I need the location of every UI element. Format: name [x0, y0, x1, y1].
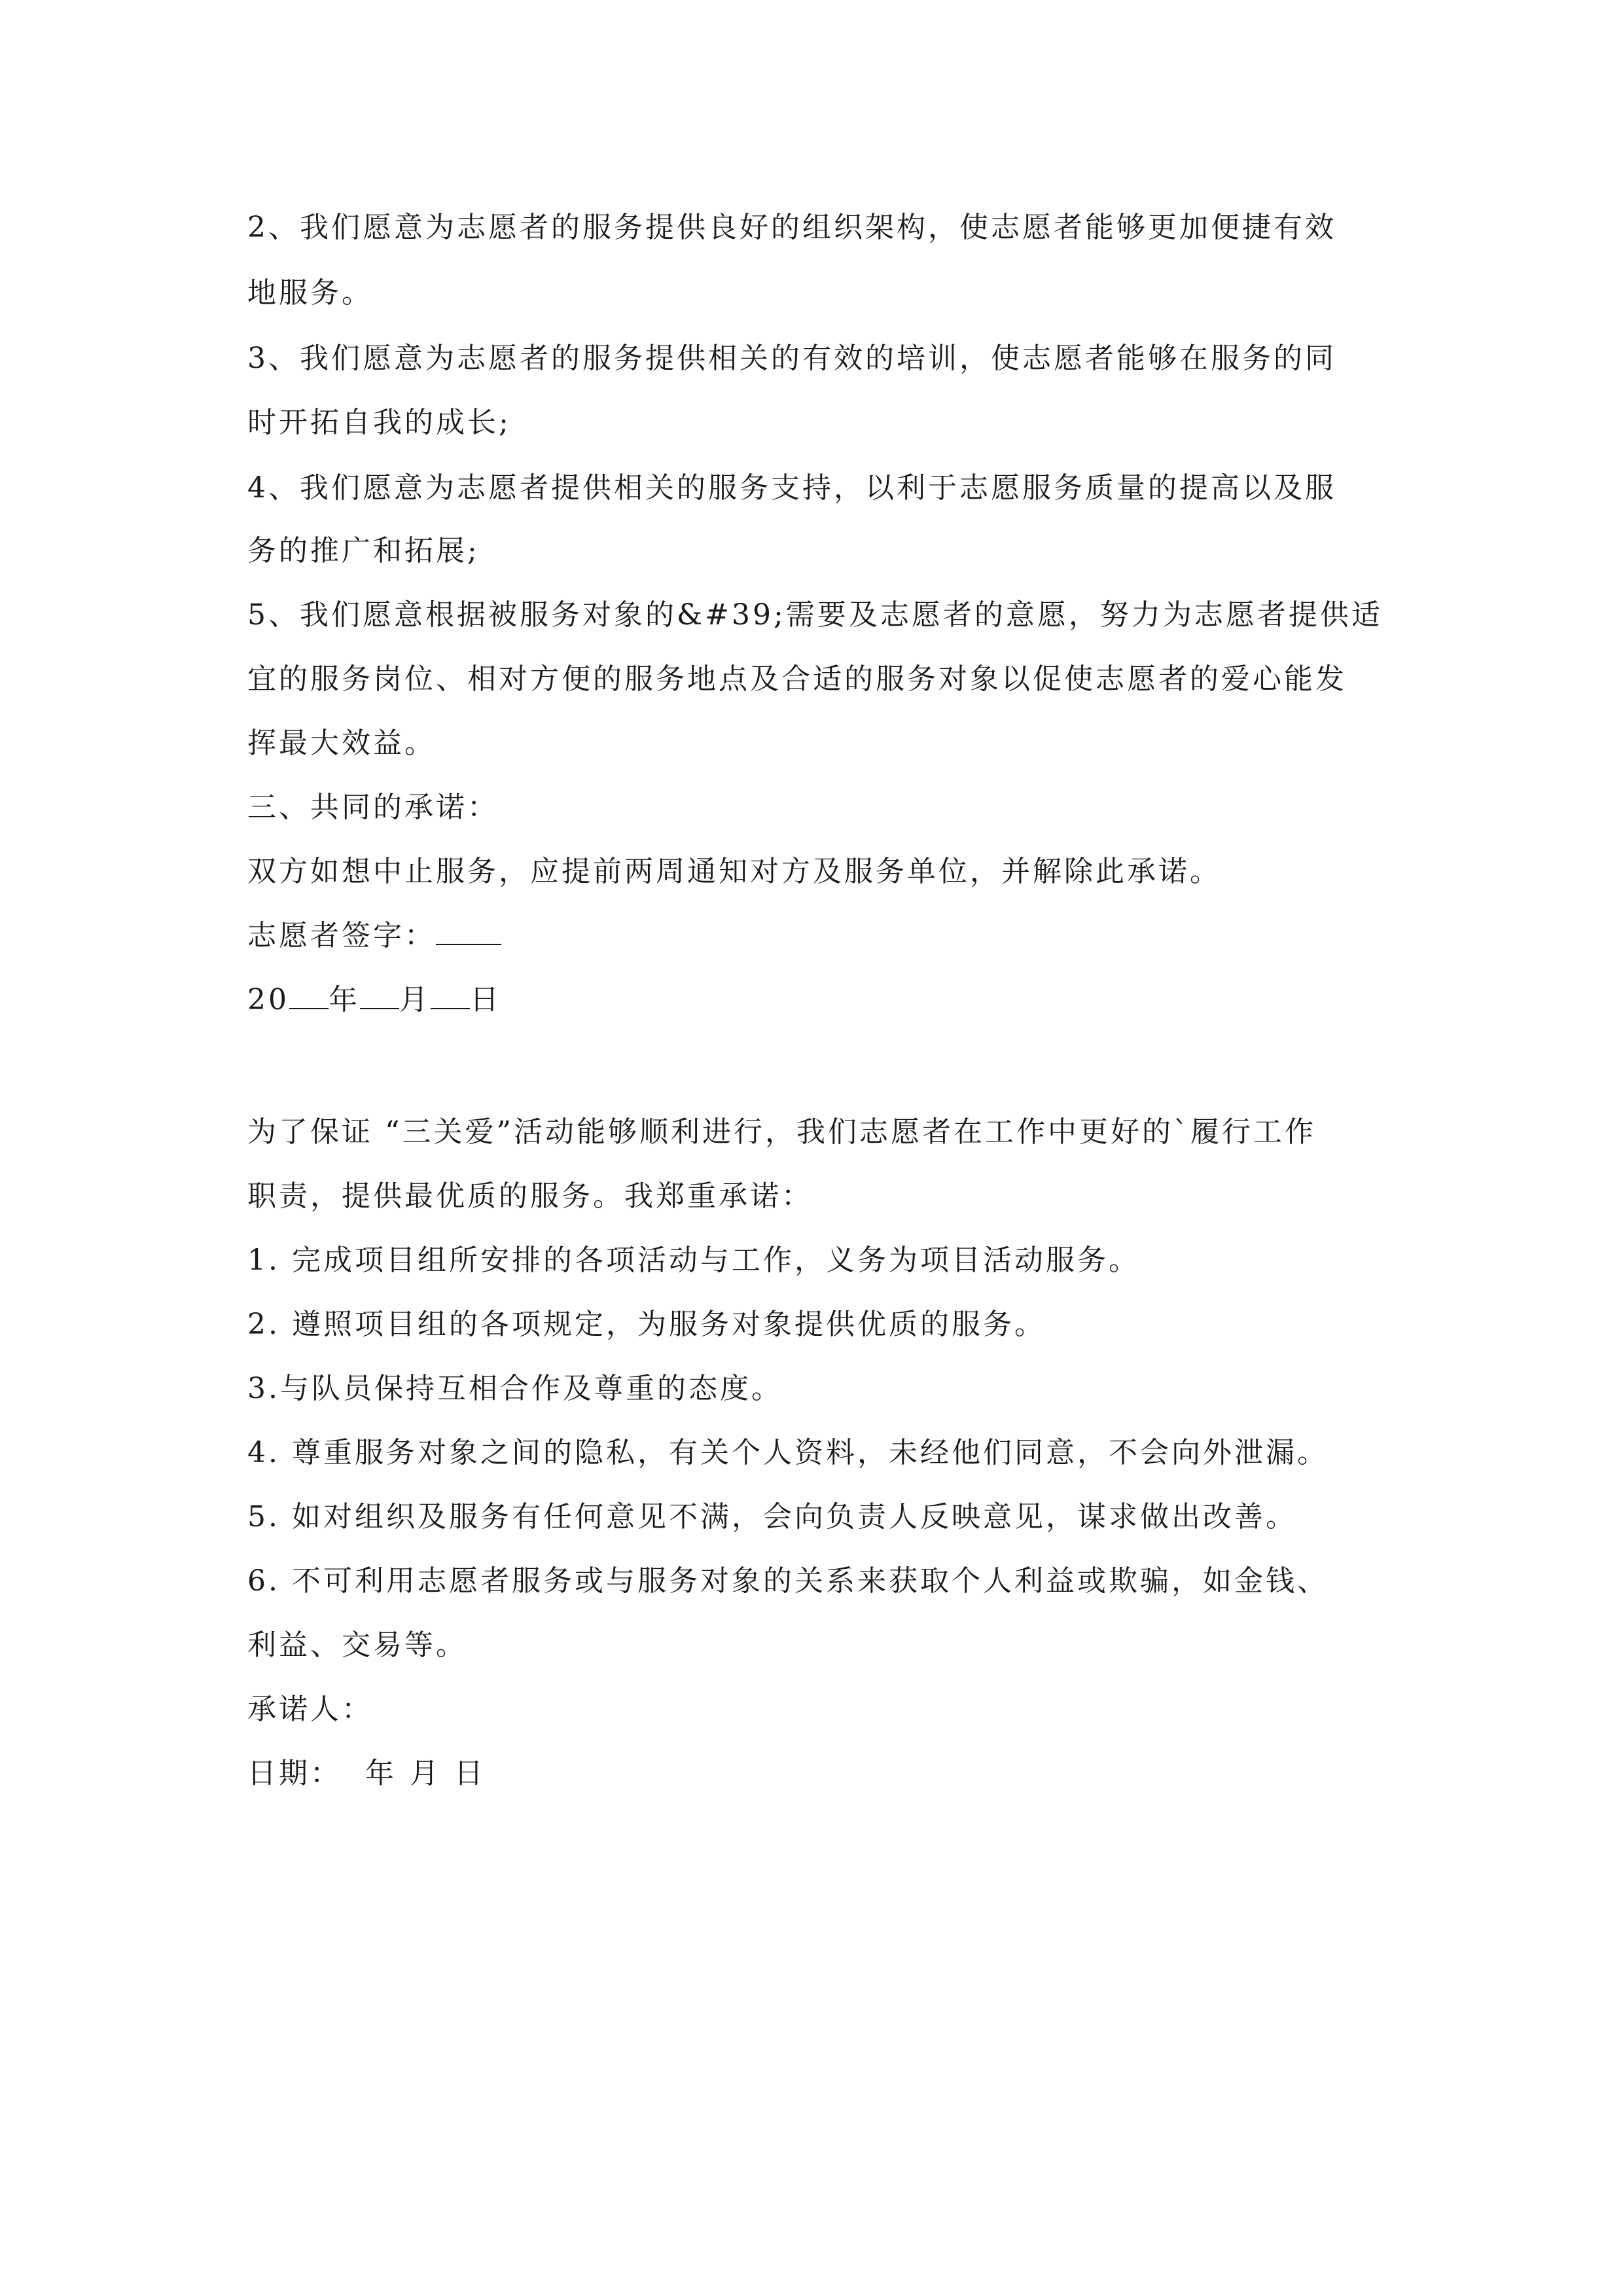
date-day-unit: 日: [470, 983, 501, 1016]
commitment-item-5-line-3: 挥最大效益。: [247, 726, 436, 760]
shared-commitment-text: 双方如想中止服务，应提前两周通知对方及服务单位，并解除此承诺。: [247, 855, 1221, 888]
pledge-date-label: 日期：: [247, 1757, 342, 1790]
commitment-item-3-line-1: 3、我们愿意为志愿者的服务提供相关的有效的培训，使志愿者能够在服务的同: [247, 342, 1336, 375]
pledge-item-6-line-2: 利益、交易等。: [247, 1628, 467, 1662]
pledge-item-3: 3.与队员保持互相合作及尊重的态度。: [247, 1372, 783, 1405]
pledge-date-day: 日: [454, 1757, 486, 1790]
pledge-item-2: 2. 遵照项目组的各项规定，为服务对象提供优质的服务。: [247, 1308, 1046, 1341]
date-year-prefix: 20: [247, 983, 289, 1016]
signature-date-line: [247, 980, 1399, 1020]
commitment-item-2-line-2: 地服务。: [247, 276, 373, 310]
shared-commitment-heading: 三、共同的承诺：: [247, 791, 499, 824]
commitment-item-5-line-2: 宜的服务岗位、相对方便的服务地点及合适的服务对象以促使志愿者的爱心能发: [247, 662, 1347, 696]
year-blank: [289, 1005, 329, 1009]
pledge-item-1: 1. 完成项目组所安排的各项活动与工作，义务为项目活动服务。: [247, 1244, 1140, 1277]
date-month-unit: 月: [399, 983, 431, 1016]
pledge-intro-line-2: 职责，提供最优质的服务。我郑重承诺：: [247, 1179, 813, 1213]
day-blank: [431, 1005, 470, 1009]
pledge-date-month: 月: [410, 1757, 441, 1790]
month-blank: [360, 1005, 399, 1009]
volunteer-signature-line: [247, 916, 1399, 956]
pledge-item-5: 5. 如对组织及服务有任何意见不满，会向负责人反映意见，谋求做出改善。: [247, 1500, 1297, 1534]
pledge-intro-line-1: 为了保证 “三关爱”活动能够顺利进行，我们志愿者在工作中更好的`履行工作: [247, 1115, 1316, 1149]
signature-blank: [436, 941, 501, 945]
commitment-item-2-line-1: 2、我们愿意为志愿者的服务提供良好的组织架构，使志愿者能够更加便捷有效: [247, 211, 1336, 244]
commitment-item-4-line-2: 务的推广和拓展;: [247, 534, 480, 567]
date-year-unit: 年: [329, 983, 360, 1016]
commitment-item-5-line-1: 5、我们愿意根据被服务对象的&#39;需要及志愿者的意愿，努力为志愿者提供适: [247, 598, 1383, 632]
commitment-item-4-line-1: 4、我们愿意为志愿者提供相关的服务支持，以利于志愿服务质量的提高以及服: [247, 471, 1336, 505]
commitment-item-3-line-2: 时开拓自我的成长;: [247, 406, 511, 439]
promiser-label: 承诺人：: [247, 1693, 373, 1726]
volunteer-signature-label: 志愿者签字：: [247, 919, 436, 952]
pledge-item-4: 4. 尊重服务对象之间的隐私，有关个人资料，未经他们同意，不会向外泄漏。: [247, 1436, 1329, 1469]
pledge-date-line: [247, 1754, 1399, 1793]
pledge-date-year: 年: [365, 1757, 397, 1790]
pledge-item-6-line-1: 6. 不可利用志愿者服务或与服务对象的关系来获取个人利益或欺骗，如金钱、: [247, 1564, 1329, 1598]
